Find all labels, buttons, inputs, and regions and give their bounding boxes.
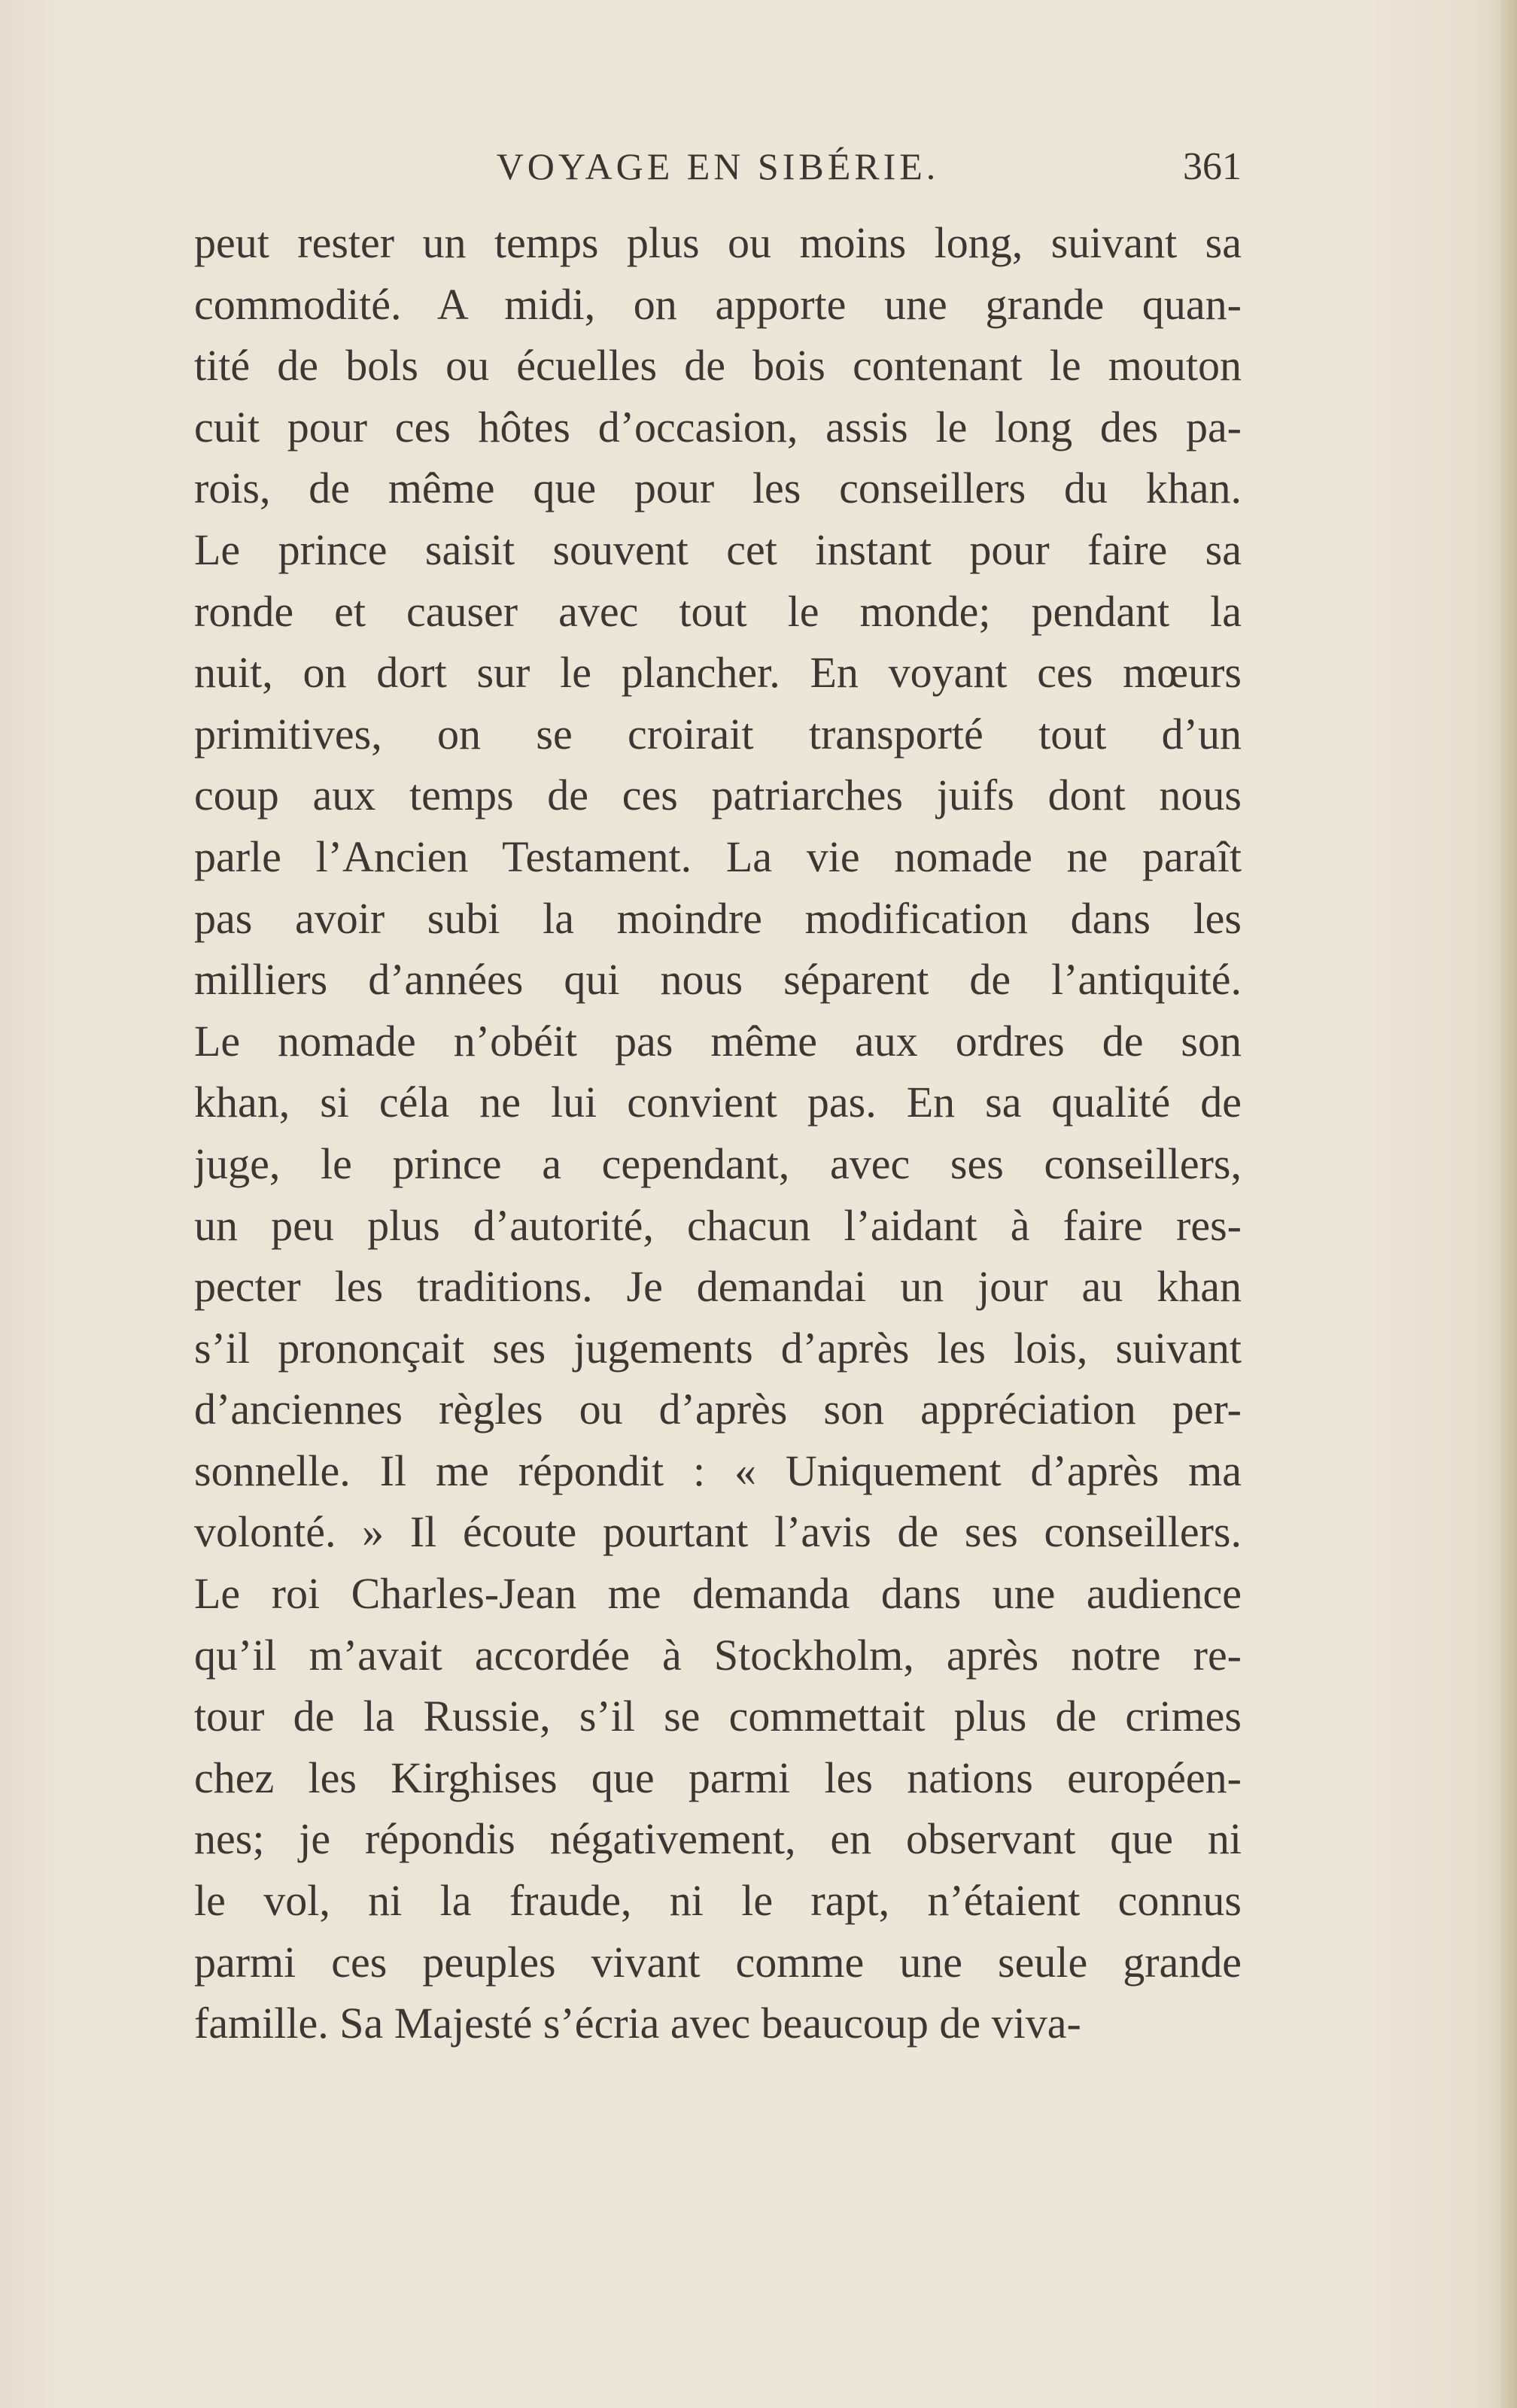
text-line: tour de la Russie, s’il se commettait plus de crimes (194, 1692, 1242, 1741)
text-line: qu’il m’avait accordée à Stockholm, après notre re- (194, 1630, 1242, 1680)
text-line: milliers d’années qui nous séparent de l’antiquité. (194, 955, 1242, 1005)
text-line: Le prince saisit souvent cet instant pour faire sa (194, 524, 1242, 574)
text-line: pas avoir subi la moindre modification dans les (194, 893, 1242, 943)
text-line: famille. Sa Majesté s’écria avec beaucoup de viva- (194, 1999, 1081, 2048)
text-line: tité de bols ou écuelles de bois contenant le mouton (194, 341, 1242, 391)
text-line: khan, si céla ne lui convient pas. En sa qualité de (194, 1078, 1242, 1127)
running-title: VOYAGE EN SIBÉRIE. (496, 145, 940, 187)
body-text (194, 212, 1242, 2054)
text-line: nuit, on dort sur le plancher. En voyant ces mœurs (194, 648, 1242, 698)
text-line: juge, le prince a cependant, avec ses conseillers, (194, 1139, 1242, 1188)
text-line: nes; je répondis négativement, en observant que ni (194, 1814, 1242, 1864)
text-line: le vol, ni la fraude, ni le rapt, n’étaient connus (194, 1876, 1242, 1926)
text-line: sonnelle. Il me répondit : « Uniquement d’après ma (194, 1446, 1242, 1495)
text-line: chez les Kirghises que parmi les nations européen- (194, 1753, 1242, 1802)
text-line: parmi ces peuples vivant comme une seule grande (194, 1937, 1242, 1987)
text-line: d’anciennes règles ou d’après son appréciation per- (194, 1385, 1242, 1434)
text-line: peut rester un temps plus ou moins long, suivant sa (194, 218, 1242, 267)
page-header (194, 128, 1242, 196)
text-line: un peu plus d’autorité, chacun l’aidant à faire res- (194, 1200, 1242, 1250)
text-line: coup aux temps de ces patriarches juifs dont nous (194, 771, 1242, 820)
text-line: pecter les traditions. Je demandai un jour au khan (194, 1262, 1242, 1312)
page-edge (1500, 0, 1517, 2408)
text-line: Le roi Charles-Jean me demanda dans une audience (194, 1569, 1242, 1619)
text-line: s’il prononçait ses jugements d’après les lois, suivant (194, 1323, 1242, 1373)
text-line: Le nomade n’obéit pas même aux ordres de son (194, 1016, 1242, 1066)
text-line: parle l’Ancien Testament. La vie nomade ne paraît (194, 832, 1242, 881)
text-line: volonté. » Il écoute pourtant l’avis de ses conseillers. (194, 1507, 1242, 1557)
text-line: cuit pour ces hôtes d’occasion, assis le long des pa- (194, 402, 1242, 451)
page-number: 361 (1183, 145, 1242, 188)
text-line: primitives, on se croirait transporté tout d’un (194, 709, 1242, 759)
text-line: rois, de même que pour les conseillers du khan. (194, 464, 1242, 513)
text-line: commodité. A midi, on apporte une grande quan- (194, 279, 1242, 329)
text-line: ronde et causer avec tout le monde; pendant la (194, 586, 1242, 636)
